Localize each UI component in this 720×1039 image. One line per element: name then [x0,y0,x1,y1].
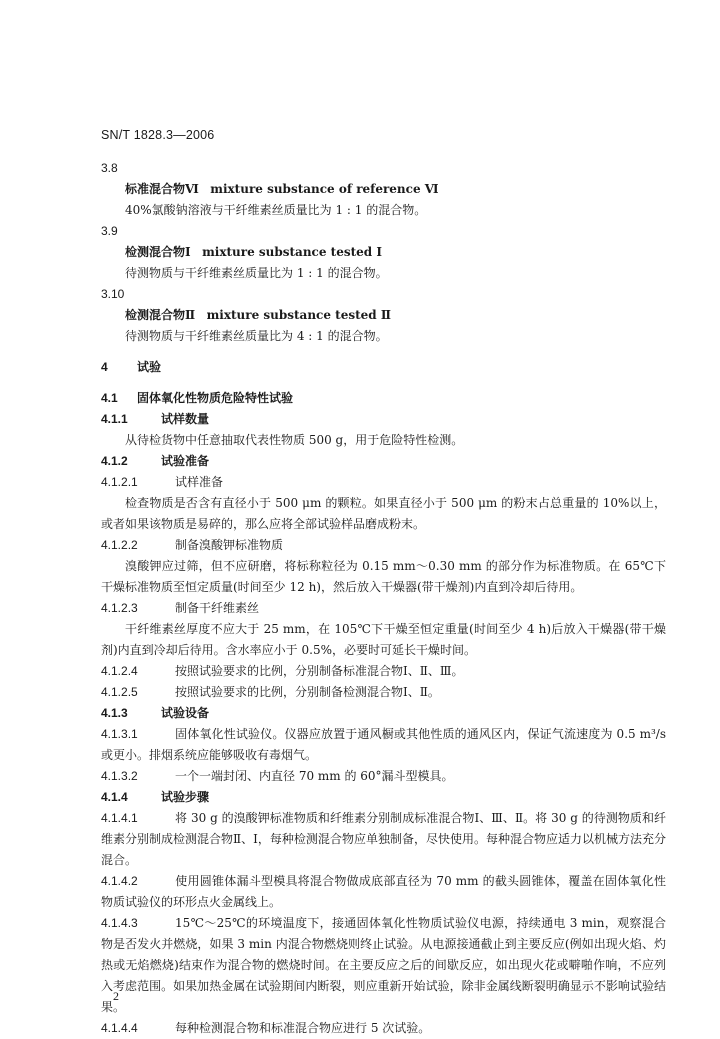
subclause-number: 4.1.2.5 [101,685,138,699]
subclause-number: 4.1.3.2 [101,769,138,783]
document-body [101,158,666,1039]
subclause-text: 溴酸钾应过筛，但不应研磨，将标称粒径为 0.15 mm～0.30 mm 的部分作为标准物质。在 65℃下干燥标准物质至恒定质量(时间至少 12 h)，然后放入干燥器(带干燥剂)内直到冷却后待用。 [101,559,666,594]
clause-heading [101,409,666,430]
subclause-text: 干纤维素丝厚度不应大于 25 mm，在 105℃下干燥至恒定重量(时间至少 4 h)后放入干燥器(带干燥剂)内直到冷却后待用。含水率应小于 0.5%，必要时可延长干燥时间。 [101,622,666,657]
term-number: 3.9 [101,224,118,238]
clause-heading [101,451,666,472]
subclause-number: 4.1.2.3 [101,601,138,615]
term-number: 3.8 [101,161,118,175]
term-definition: 待测物质与干纤维素丝质量比为 4 : 1 的混合物。 [125,329,388,343]
subclause-number: 4.1.2.4 [101,664,138,678]
term-number: 3.10 [101,287,125,301]
subclause-text: 每种检测混合物和标准混合物应进行 5 次试验。 [175,1021,431,1035]
subclause-text: 固体氧化性试验仪。仪器应放置于通风橱或其他性质的通风区内，保证气流速度为 0.5 m³/s 或更小。排烟系统应能够吸收有毒烟气。 [101,727,666,762]
clause-number: 4.1.3 [101,706,128,720]
clause-title: 试验设备 [161,706,210,720]
subclause-text: 一个一端封闭、内直径 70 mm 的 60°漏斗型模具。 [175,769,454,783]
subclause-item [101,913,666,1018]
term-cn: 检测混合物Ⅱ [125,308,196,322]
subclause-item [101,871,666,913]
term-definition: 待测物质与干纤维素丝质量比为 1 : 1 的混合物。 [125,266,388,280]
subclause-text: 15℃～25℃的环境温度下，接通固体氧化性物质试验仪电源，持续通电 3 min，观察混合物是否发火并燃烧，如果 3 min 内混合物燃烧则终止试验。从电源接通截止到主要反应(例如出现火焰、灼热或无焰燃烧)结束作为混合物的燃烧时间。在主要反应之后的间歇反应，如出现火花或噼啪作响，不应列入考虑范围。如果加热金属在试验期间内断裂，则应重新开始试验，除非金属线断裂明确显示不影响试验结果。 [101,916,666,1014]
subclause-number: 4.1.3.1 [101,727,138,741]
subclause-text: 使用圆锥体漏斗型模具将混合物做成底部直径为 70 mm 的截头圆锥体，覆盖在固体氧化性物质试验仪的环形点火金属线上。 [101,874,666,909]
clause-title: 试验步骤 [161,790,210,804]
subclause-text: 按照试验要求的比例，分别制备检测混合物Ⅰ、Ⅱ。 [175,685,440,699]
term-cn: 检测混合物Ⅰ [125,245,191,259]
subclause-heading [101,535,666,556]
term-en: mixture substance tested Ⅱ [206,308,391,322]
subsection-heading [101,388,666,409]
subclause-text: 按照试验要求的比例，分别制备标准混合物Ⅰ、Ⅱ、Ⅲ。 [175,664,464,678]
subclause-item [101,661,666,682]
clause-heading [101,787,666,808]
standard-code: SN/T 1828.3—2006 [101,128,215,142]
clause-title: 试验准备 [161,454,210,468]
subclause-title: 试样准备 [175,475,224,489]
clause-text: 从待检货物中任意抽取代表性物质 500 g，用于危险特性检测。 [125,433,464,447]
subclause-number: 4.1.4.4 [101,1021,138,1035]
subclause-text: 检查物质是否含有直径小于 500 μm 的颗粒。如果直径小于 500 μm 的粉末占总重量的 10%以上，或者如果该物质是易碎的，那么应将全部试验样品磨成粉末。 [101,496,666,531]
clause-number: 4.1.4 [101,790,128,804]
term-heading [101,305,666,326]
clause-number: 4.1.2 [101,454,128,468]
term-en: mixture substance tested Ⅰ [202,245,382,259]
term-en: mixture substance of reference Ⅵ [210,182,439,196]
subclause-number: 4.1.4.1 [101,811,138,825]
term-heading [101,242,666,263]
subclause-item [101,1018,666,1039]
subsection-title: 固体氧化性物质危险特性试验 [137,391,294,405]
section-number: 4 [101,360,108,374]
subclause-text: 将 30 g 的溴酸钾标准物质和纤维素分别制成标准混合物Ⅰ、Ⅲ、Ⅱ。将 30 g 的待测物质和纤维素分别制成检测混合物Ⅱ、Ⅰ，每种检测混合物应单独制备，尽快使用。每种混合物应适力以机械方法充分混合。 [101,811,666,867]
subclause-number: 4.1.2.1 [101,475,138,489]
subclause-number: 4.1.4.2 [101,874,138,888]
clause-heading [101,703,666,724]
subclause-item [101,808,666,871]
term-cn: 标准混合物Ⅵ [125,182,199,196]
term-heading [101,179,666,200]
subclause-item [101,766,666,787]
page-number: 2 [113,989,119,1003]
subclause-title: 制备溴酸钾标准物质 [175,538,284,552]
subclause-number: 4.1.2.2 [101,538,138,552]
subclause-item [101,682,666,703]
clause-number: 4.1.1 [101,412,128,426]
subsection-number: 4.1 [101,391,118,405]
subclause-title: 制备干纤维素丝 [175,601,260,615]
section-heading [101,357,666,378]
subclause-item [101,724,666,766]
subclause-number: 4.1.4.3 [101,916,138,930]
term-definition: 40%氯酸钠溶液与干纤维素丝质量比为 1 : 1 的混合物。 [125,203,427,217]
section-title: 试验 [137,360,162,374]
clause-title: 试样数量 [161,412,210,426]
subclause-heading [101,472,666,493]
subclause-heading [101,598,666,619]
